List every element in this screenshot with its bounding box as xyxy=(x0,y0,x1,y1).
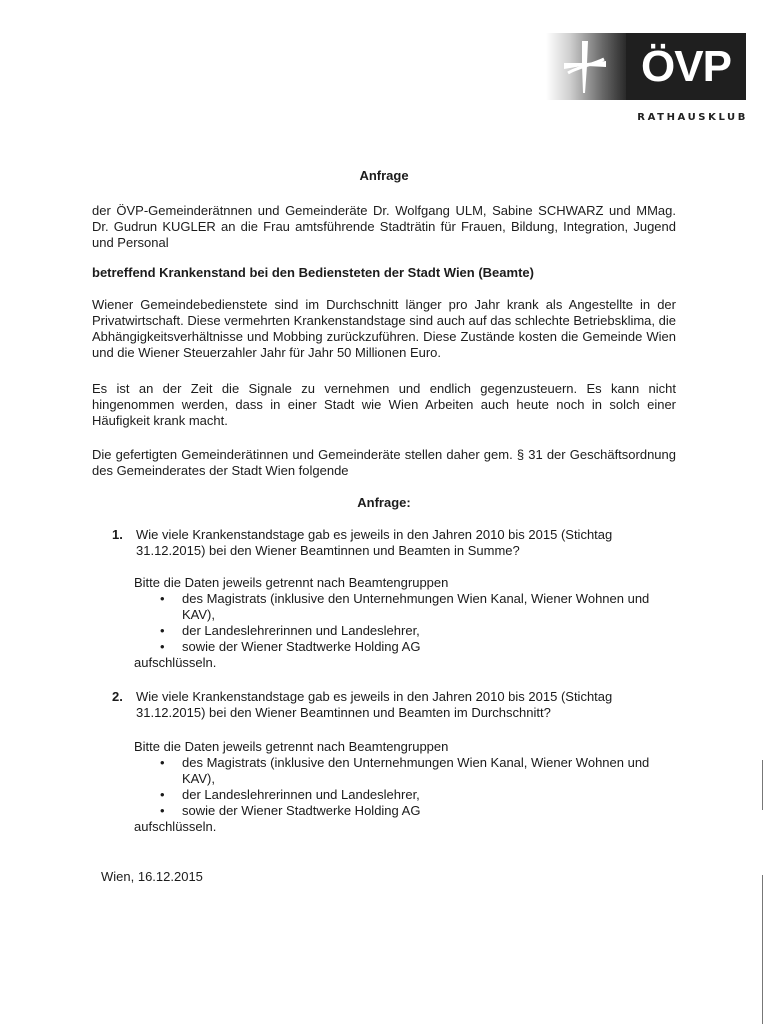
paragraph-1: Wiener Gemeindebedienstete sind im Durchschnitt länger pro Jahr krank als Angestellte in der Privatwirtschaft. Diese vermehrten Krankenstandstage sind auch auf das schlechte Betriebsklima, die Abhängigkeitsverhältnisse und Mobbing zurückzuführen. Diese Zustände kosten die Gemeinde Wien und die Wiener Steuerzahler Jahr für Jahr 50 Millionen Euro. xyxy=(92,297,676,360)
list-item: • sowie der Wiener Stadtwerke Holding AG xyxy=(160,803,421,818)
bullet-icon: • xyxy=(160,787,165,802)
list-item: • des Magistrats (inklusive den Unternehmungen Wien Kanal, Wiener Wohnen und KAV), xyxy=(160,755,650,786)
logo-wordmark: ÖVP xyxy=(626,33,746,100)
bullet-icon: • xyxy=(160,803,165,818)
bullet-icon: • xyxy=(160,639,165,654)
list-item: • der Landeslehrerinnen und Landeslehrer, xyxy=(160,623,420,638)
bullet-icon: • xyxy=(160,623,165,638)
details-tail: aufschlüsseln. xyxy=(134,655,217,670)
scan-edge-line xyxy=(762,875,763,1024)
group-list xyxy=(134,591,674,655)
question-number: 2. xyxy=(112,689,123,704)
anfrage-heading: Anfrage: xyxy=(357,495,411,510)
details-lead: Bitte die Daten jeweils getrennt nach Beamtengruppen xyxy=(134,575,449,590)
question-2 xyxy=(112,689,672,721)
scan-edge-line xyxy=(762,760,763,810)
subject-line: betreffend Krankenstand bei den Bediensteten der Stadt Wien (Beamte) xyxy=(92,265,534,280)
group-list xyxy=(134,755,674,819)
oevp-logo xyxy=(546,33,746,100)
cross-emblem-icon xyxy=(560,39,610,95)
question-1 xyxy=(112,527,672,559)
question-number: 1. xyxy=(112,527,123,542)
bullet-icon: • xyxy=(160,755,165,770)
logo-emblem xyxy=(546,33,626,100)
details-tail: aufschlüsseln. xyxy=(134,819,217,834)
paragraph-2: Es ist an der Zeit die Signale zu vernehmen und endlich gegenzusteuern. Es kann nicht hingenommen werden, dass in einer Stadt wie Wien Arbeiten auch heute noch in solch einer Häufigkeit krank macht. xyxy=(92,381,676,428)
question-2-details xyxy=(134,739,674,835)
list-item: • sowie der Wiener Stadtwerke Holding AG xyxy=(160,639,421,654)
date-line: Wien, 16.12.2015 xyxy=(101,869,203,884)
question-1-details xyxy=(134,575,674,671)
details-lead: Bitte die Daten jeweils getrennt nach Beamtengruppen xyxy=(134,739,449,754)
paragraph-3: Die gefertigten Gemeinderätinnen und Gemeinderäte stellen daher gem. § 31 der Geschäftsordnung des Gemeinderates der Stadt Wien folgende xyxy=(92,447,676,478)
intro-paragraph: der ÖVP-Gemeinderätnnen und Gemeinderäte Dr. Wolfgang ULM, Sabine SCHWARZ und MMag. Dr. Gudrun KUGLER an die Frau amtsführende Stadträtin für Frauen, Bildung, Integration, Jugend und Personal xyxy=(92,203,676,250)
list-item: • des Magistrats (inklusive den Unternehmungen Wien Kanal, Wiener Wohnen und KAV), xyxy=(160,591,650,622)
logo-subtitle: RATHAUSKLUB xyxy=(637,112,748,123)
question-text: Wie viele Krankenstandstage gab es jeweils in den Jahren 2010 bis 2015 (Stichtag 31.12.2015) bei den Wiener Beamtinnen und Beamten in Summe? xyxy=(136,527,613,558)
bullet-icon: • xyxy=(160,591,165,606)
list-item: • der Landeslehrerinnen und Landeslehrer, xyxy=(160,787,420,802)
question-text: Wie viele Krankenstandstage gab es jeweils in den Jahren 2010 bis 2015 (Stichtag 31.12.2015) bei den Wiener Beamtinnen und Beamten im Durchschnitt? xyxy=(136,689,613,720)
document-title: Anfrage xyxy=(359,168,409,183)
